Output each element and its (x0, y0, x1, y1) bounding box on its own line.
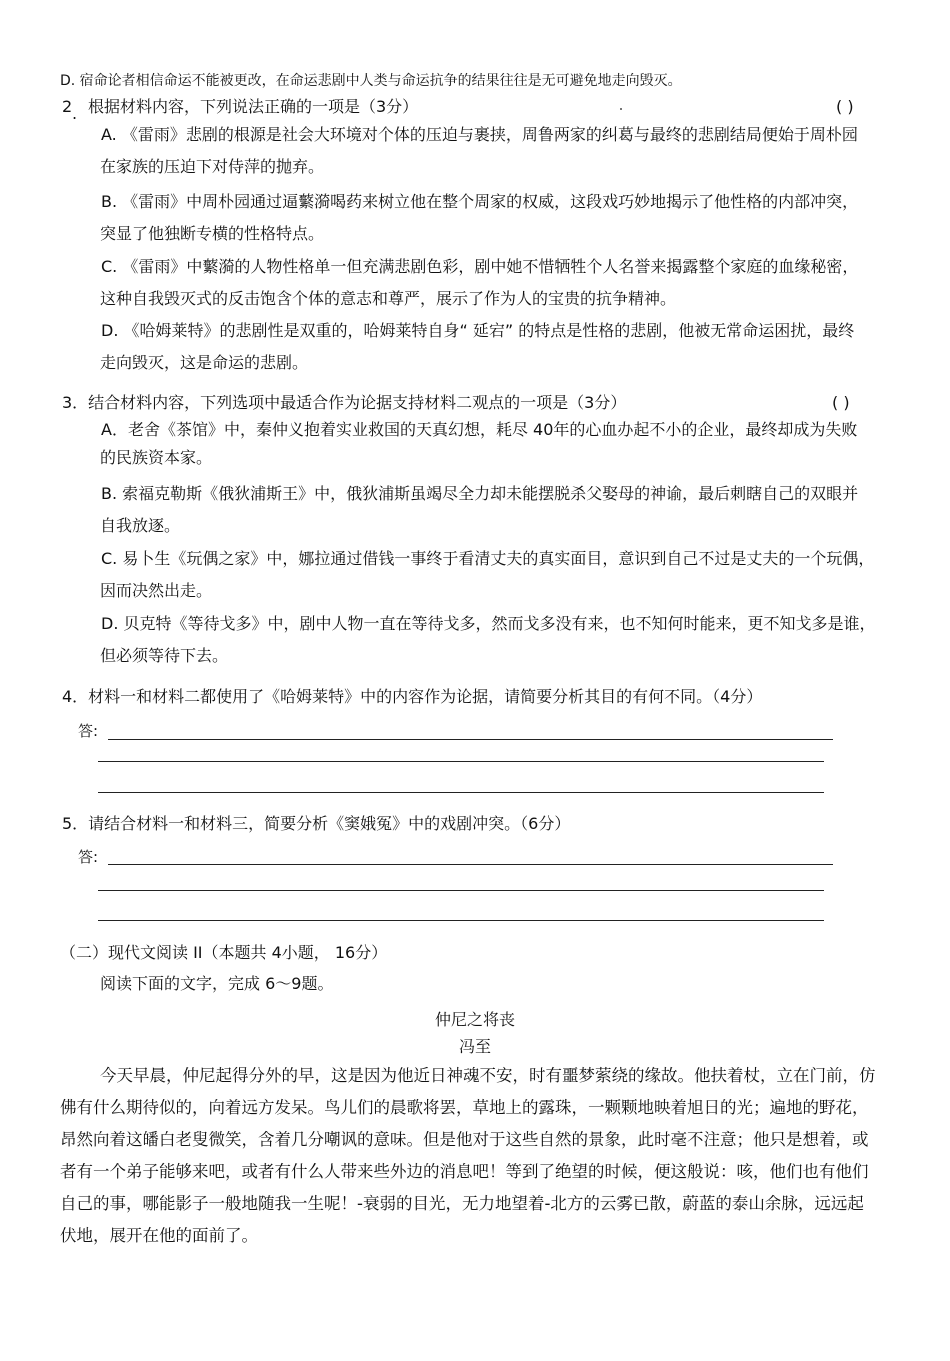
section-heading: （二）现代文阅读 II（本题共 4小题， 16分） (60, 943, 388, 962)
q3-answer-bracket: ( ) (832, 393, 850, 412)
q2-option-b-line2: 突显了他独断专横的性格特点。 (100, 224, 325, 243)
q2-option-c-line1: C. 《雷雨》中蘩漪的人物性格单一但充满悲剧色彩，剧中她不惜牺牲个人名誉来揭露整个家庭的血缘秘密， (101, 257, 859, 276)
q5-answer-line-2[interactable] (98, 890, 824, 891)
q3-option-d-line2: 但必须等待下去。 (100, 646, 229, 665)
q3-option-b-line1: B. 索福克勒斯《俄狄浦斯王》中，俄狄浦斯虽竭尽全力却未能摆脱杀父娶母的神谕，最后刺瞎自己的双眼并 (101, 484, 859, 503)
q5-answer-line-3[interactable] (98, 920, 824, 921)
q2-option-a-line1: A. 《雷雨》悲剧的根源是社会大环境对个体的压迫与裹挟，周鲁两家的纠葛与最终的悲剧结局便始于周朴园 (101, 125, 858, 144)
q4-answer-label: 答: (78, 722, 99, 740)
q4-answer-line-1[interactable] (108, 739, 833, 740)
q5-answer-label: 答: (78, 848, 99, 866)
stray-dot (620, 108, 622, 110)
q3-option-a-line2: 的民族资本家。 (100, 448, 213, 467)
q4-answer-line-2[interactable] (98, 761, 824, 762)
q2-option-a-line2: 在家族的压迫下对侍萍的抛弃。 (100, 157, 325, 176)
q3-option-a-line1: A．老舍《茶馆》中，秦仲义抱着实业救国的天真幻想，耗尽 40年的心血办起不小的企业，最终却成为失败 (101, 420, 858, 439)
paragraph-line: 佛有什么期待似的，向着远方发呆。鸟儿们的晨歌将罢，草地上的露珠，一颗颗地映着旭日的光；遍地的野花， (60, 1098, 869, 1117)
paragraph-line: 伏地，展开在他的面前了。 (60, 1226, 258, 1245)
q1-option-d: D. 宿命论者相信命运不能被更改，在命运悲剧中人类与命运抗争的结果往往是无可避免地走向毁灭。 (60, 73, 682, 89)
q2-option-b-line1: B. 《雷雨》中周朴园通过逼蘩漪喝药来树立他在整个周家的权威，这段戏巧妙地揭示了他性格的内部冲突， (101, 192, 859, 211)
q5-answer-line-1[interactable] (108, 864, 833, 865)
q2-number: 2 (62, 97, 73, 116)
article-author: 冯至 (458, 1037, 491, 1056)
article-title: 仲尼之将丧 (434, 1010, 515, 1029)
paragraph-line: 自己的事，哪能影子一般地随我一生呢！-衰弱的目光，无力地望着-北方的云雾已散，蔚蓝的泰山余脉，远远起 (60, 1194, 864, 1213)
q3-stem: 3．结合材料内容，下列选项中最适合作为论据支持材料二观点的一项是（3分） (62, 393, 627, 412)
q5-stem: 5．请结合材料一和材料三，简要分析《窦娥冤》中的戏剧冲突。（6分） (62, 814, 571, 833)
q4-answer-line-3[interactable] (98, 792, 824, 793)
q2-answer-bracket: ( ) (836, 97, 854, 116)
q2-option-c-line2: 这种自我毁灭式的反击饱含个体的意志和尊严，展示了作为人的宝贵的抗争精神。 (100, 289, 677, 308)
q3-option-d-line1: D. 贝克特《等待戈多》中，剧中人物一直在等待戈多，然而戈多没有来，也不知何时能来，更不知戈多是谁， (101, 614, 876, 633)
paragraph-line: 者有一个弟子能够来吧，或者有什么人带来些外边的消息吧！等到了绝望的时候，便这般说：咳，他们也有他们 (60, 1162, 869, 1181)
q4-stem: 4．材料一和材料二都使用了《哈姆莱特》中的内容作为论据，请简要分析其目的有何不同。（4分） (62, 687, 763, 706)
paragraph-line: 昂然向着这皤白老叟微笑，含着几分嘲讽的意味。但是他对于这些自然的景象，此时毫不注意；他只是想着，或 (60, 1130, 869, 1149)
q2-option-d-line2: 走向毁灭，这是命运的悲剧。 (100, 353, 309, 372)
reading-instruction: 阅读下面的文字，完成 6～9题。 (100, 974, 334, 993)
q2-option-d-line1: D. 《哈姆莱特》的悲剧性是双重的，哈姆莱特自身“ 延宕” 的特点是性格的悲剧，他被无常命运困扰，最终 (101, 321, 855, 340)
q2-dot: . (72, 104, 78, 123)
q3-option-c-line1: C. 易卜生《玩偶之家》中，娜拉通过借钱一事终于看清丈夫的真实面目，意识到自己不过是丈夫的一个玩偶， (101, 549, 875, 568)
q3-option-b-line2: 自我放逐。 (100, 516, 181, 535)
paragraph-line: 今天早晨，仲尼起得分外的早，这是因为他近日神魂不安，时有噩梦萦绕的缘故。他扶着杖，立在门前，仿 (100, 1066, 876, 1085)
q2-stem: 根据材料内容，下列说法正确的一项是（3分） (88, 97, 419, 116)
q3-option-c-line2: 因而决然出走。 (100, 581, 213, 600)
